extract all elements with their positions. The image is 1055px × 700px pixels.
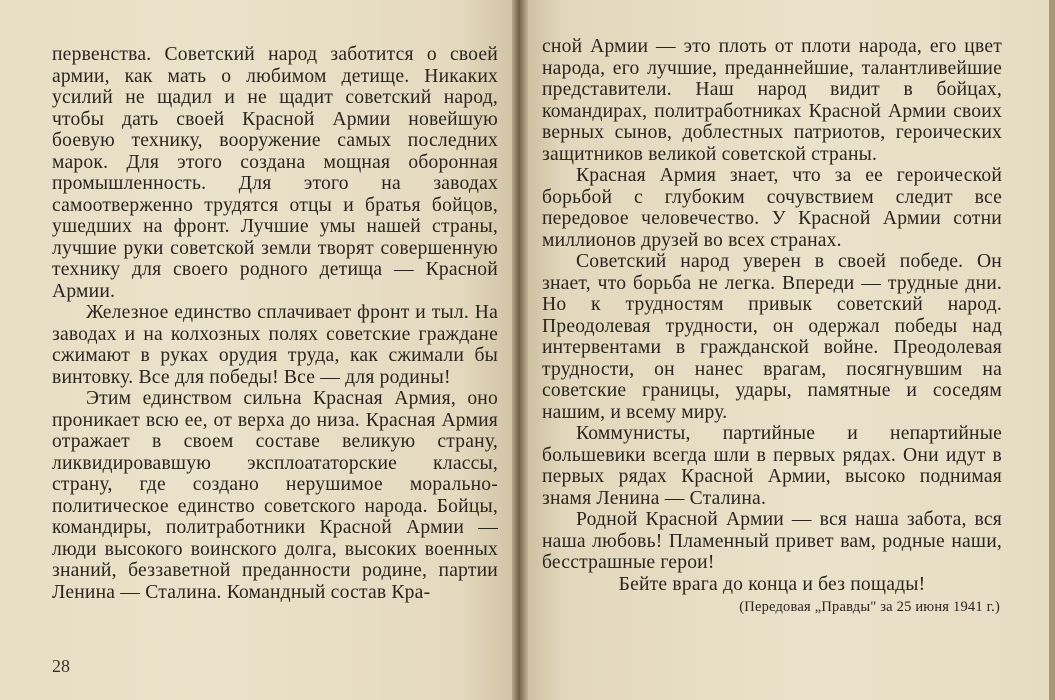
right-paragraph-5: Родной Красной Армии — вся наша забота, вся наша любовь! Пламенный привет вам, родные наши, бесстрашные герои! xyxy=(542,509,1002,573)
right-page-text xyxy=(542,36,1002,619)
left-page-text xyxy=(52,44,498,603)
source-citation: (Передовая „Правды" за 25 июня 1941 г.) xyxy=(739,599,1000,615)
left-paragraph-2: Железное единство сплачивает фронт и тыл. На заводах и на колхозных полях советские граждане сжимают в руках орудия труда, как сжимали бы винтовку. Все для победы! Все — для родины! xyxy=(52,302,498,388)
page-edge xyxy=(1049,0,1055,700)
right-page xyxy=(520,0,1055,700)
book-gutter xyxy=(512,0,528,700)
right-paragraph-4: Коммунисты, партийные и непартийные большевики всегда шли в первых рядах. Они идут в первых рядах Красной Армии, высоко поднимая знамя Ленина — Сталина. xyxy=(542,423,1002,509)
right-paragraph-3: Советский народ уверен в своей победе. Он знает, что борьба не легка. Впереди — трудные дни. Но к трудностям привык советский народ. Преодолевая трудности, он одержал победы над интервентами в гражданской войне. Преодолевая трудности, он нанес врагам, посягнувшим на советские границы, удары, памятные и соседям нашим, и всему миру. xyxy=(542,251,1002,423)
page-number: 28 xyxy=(52,656,70,676)
right-paragraph-2: Красная Армия знает, что за ее героической борьбой с глубоким сочувствием следит все передовое человечество. У Красной Армии сотни миллионов друзей во всех странах. xyxy=(542,165,1002,251)
left-page xyxy=(0,0,520,700)
left-paragraph-1: первенства. Советский народ заботится о своей армии, как мать о любимом детище. Никаких усилий не щадил и не щадит советский народ, чтобы дать своей Красной Армии новейшую боевую технику, вооружение самых последних марок. Для этого создана мощная оборонная промышленность. Для этого на заводах самоотверженно трудятся отцы и братья бойцов, ушедших на фронт. Лучшие умы нашей страны, лучшие руки советской земли творят совершенную технику для своего родного детища — Красной Армии. xyxy=(52,44,498,302)
left-paragraph-3: Этим единством сильна Красная Армия, оно проникает всю ее, от верха до низа. Красная Армия отражает в своем составе великую страну, ликвидировавшую эксплоататорские классы, страну, где создано нерушимое морально-политическое единство советского народа. Бойцы, командиры, политработники Красной Армии — люди высокого воинского долга, высоких военных знаний, беззаветной преданности родине, партии Ленина — Сталина. Командный состав Кра- xyxy=(52,388,498,603)
right-paragraph-6: Бейте врага до конца и без пощады! xyxy=(618,573,926,595)
right-paragraph-1: сной Армии — это плоть от плоти народа, его цвет народа, его лучшие, преданнейшие, талантливейшие представители. Наш народ видит в бойцах, командирах, политработниках Красной Армии своих верных сынов, доблестных патриотов, героических защитников великой советской страны. xyxy=(542,36,1002,165)
